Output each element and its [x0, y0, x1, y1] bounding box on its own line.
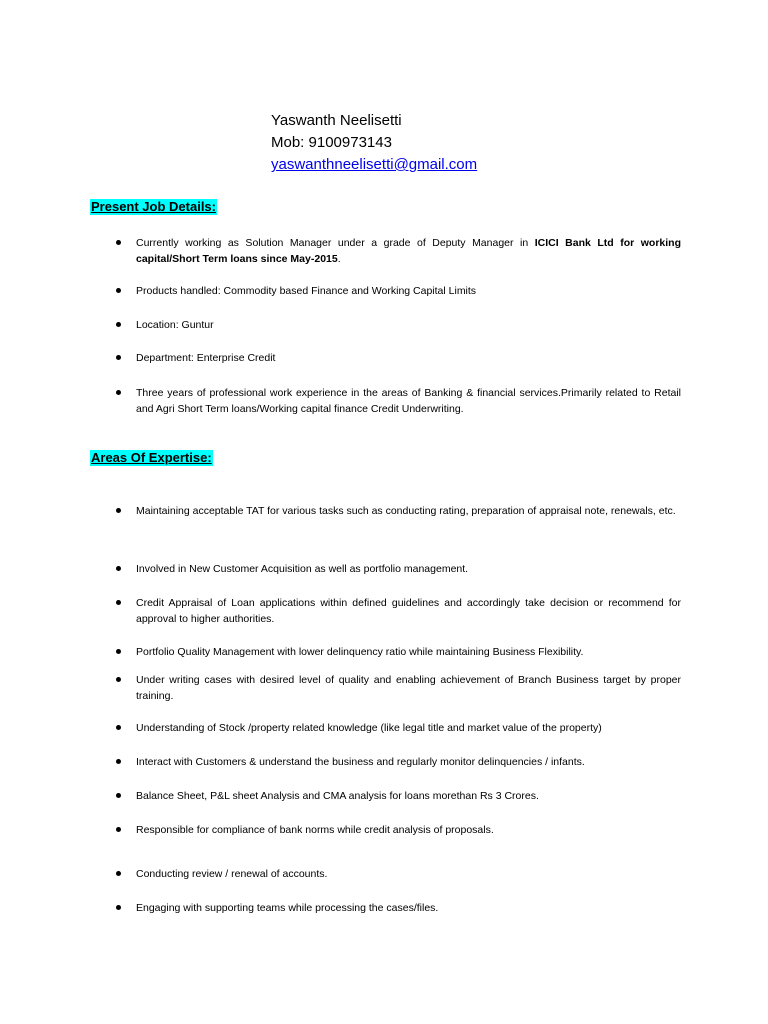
bullet-icon — [116, 322, 121, 327]
list-item-text: Balance Sheet, P&L sheet Analysis and CMA analysis for loans morethan Rs 3 Crores. — [136, 790, 539, 802]
email-link[interactable]: yaswanthneelisetti@gmail.com — [271, 156, 478, 173]
bullet-icon — [116, 759, 121, 764]
job-text-post: . — [337, 253, 341, 265]
bullet-icon — [116, 390, 121, 395]
bullet-icon — [116, 905, 121, 910]
bullet-icon — [116, 240, 121, 245]
list-item-text: Products handled: Commodity based Finance and Working Capital Limits — [136, 285, 477, 297]
contact-header — [271, 110, 477, 176]
list-item-text: Under writing cases with desired level of quality and enabling achievement of Branch Business target by proper training. — [136, 674, 681, 702]
job-text-pre: Currently working as Solution Manager under a grade of Deputy Manager in — [136, 237, 535, 249]
list-item-text: Credit Appraisal of Loan applications within defined guidelines and accordingly take decision or recommend for approval to higher authorities. — [136, 597, 681, 625]
list-item-text: Conducting review / renewal of accounts. — [136, 868, 328, 880]
bullet-icon — [116, 793, 121, 798]
bullet-icon — [116, 566, 121, 571]
list-item-text: Interact with Customers & understand the business and regularly monitor delinquencies / infants. — [136, 756, 585, 768]
list-item-text: Engaging with supporting teams while processing the cases/files. — [136, 902, 439, 914]
present-job-heading: Present Job Details: — [91, 199, 216, 214]
bullet-icon — [116, 355, 121, 360]
bullet-icon — [116, 508, 121, 513]
list-item-text: Responsible for compliance of bank norms while credit analysis of proposals. — [136, 824, 494, 836]
bullet-icon — [116, 600, 121, 605]
list-item-text: Maintaining acceptable TAT for various tasks such as conducting rating, preparation of appraisal note, renewals, etc. — [136, 505, 676, 517]
bullet-icon — [116, 827, 121, 832]
list-item-text: Department: Enterprise Credit — [136, 352, 276, 364]
list-item-text: Three years of professional work experience in the areas of Banking & financial services.Primarily related to Retail and Agri Short Term loans/Working capital finance Credit Underwriting. — [136, 387, 681, 415]
bullet-icon — [116, 725, 121, 730]
list-item-text — [136, 235, 681, 267]
list-item-text: Portfolio Quality Management with lower delinquency ratio while maintaining Business Flexibility. — [136, 646, 584, 658]
job-text-bold: ICICI Bank Ltd for working capital/Short Term loans since May-2015 — [136, 237, 681, 265]
bullet-icon — [116, 677, 121, 682]
bullet-icon — [116, 871, 121, 876]
candidate-name: Yaswanth Neelisetti — [271, 112, 402, 129]
mobile-number: Mob: 9100973143 — [271, 134, 392, 151]
list-item-text: Location: Guntur — [136, 319, 214, 331]
list-item-text: Involved in New Customer Acquisition as well as portfolio management. — [136, 563, 469, 575]
list-item-text: Understanding of Stock /property related knowledge (like legal title and market value of the property) — [136, 722, 602, 734]
bullet-icon — [116, 288, 121, 293]
bullet-icon — [116, 649, 121, 654]
expertise-heading: Areas Of Expertise: — [91, 450, 212, 465]
